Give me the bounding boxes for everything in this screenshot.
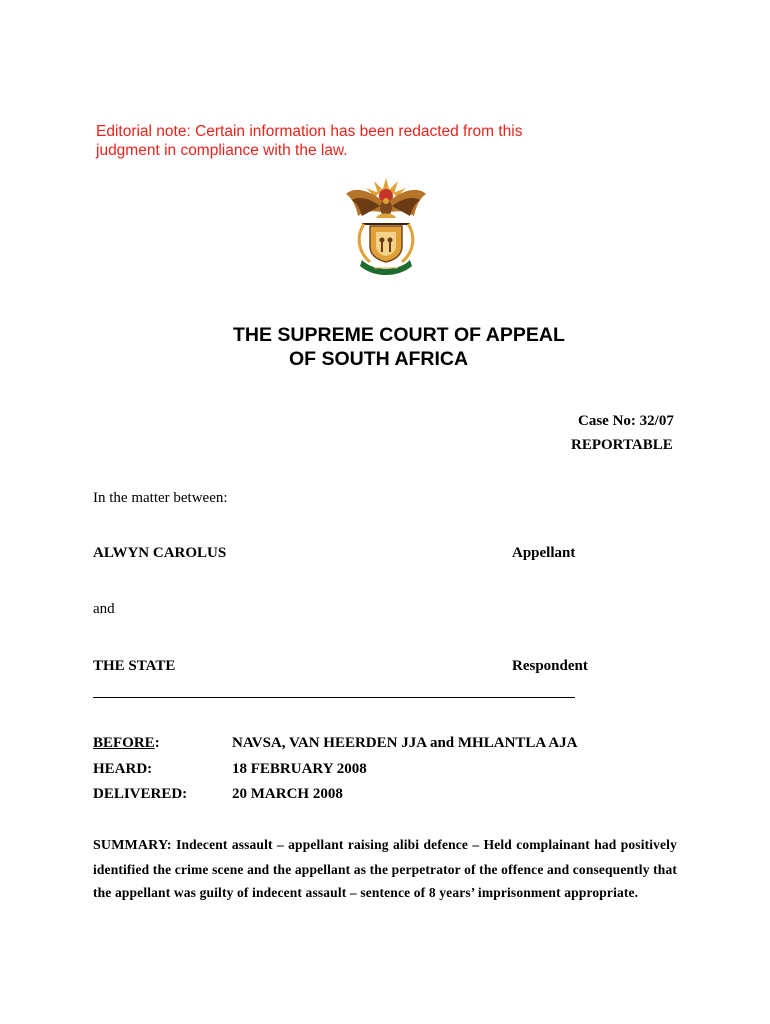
appellant-role: Appellant bbox=[512, 545, 576, 561]
summary-paragraph bbox=[93, 833, 677, 905]
respondent-role: Respondent bbox=[512, 658, 588, 674]
editorial-note bbox=[96, 122, 576, 160]
reportable-label: REPORTABLE bbox=[571, 437, 673, 453]
case-number: Case No: 32/07 bbox=[578, 413, 674, 429]
editorial-note-line-2: judgment in compliance with the law. bbox=[96, 142, 348, 159]
before-label bbox=[93, 735, 160, 752]
summary-label: SUMMARY: bbox=[93, 838, 172, 853]
before-label-text: BEFORE bbox=[93, 735, 155, 751]
heard-label: HEARD: bbox=[93, 761, 153, 777]
coat-of-arms-icon bbox=[340, 172, 432, 276]
delivered-value: 20 MARCH 2008 bbox=[232, 786, 343, 802]
editorial-note-line-1: Editorial note: Certain information has been redacted from this bbox=[96, 123, 523, 140]
divider-line bbox=[93, 697, 575, 698]
before-colon: : bbox=[154, 735, 160, 751]
summary-text: Indecent assault – appellant raising alibi defence – Held complainant had positively identified the crime scene and the appellant as the perpetrator of the offence and consequently that the appellant was guilty of indecent assault – sentence of 8 years’ imprisonment appropriate. bbox=[93, 837, 677, 900]
court-title-line-1: THE SUPREME COURT OF APPEAL bbox=[233, 324, 565, 346]
appellant-name: ALWYN CAROLUS bbox=[93, 545, 227, 561]
respondent-name: THE STATE bbox=[93, 658, 176, 674]
matter-intro: In the matter between: bbox=[93, 490, 228, 506]
court-title-line-2: OF SOUTH AFRICA bbox=[289, 348, 469, 370]
delivered-label: DELIVERED: bbox=[93, 786, 188, 802]
heard-value: 18 FEBRUARY 2008 bbox=[232, 761, 367, 777]
before-value: NAVSA, VAN HEERDEN JJA and MHLANTLA AJA bbox=[232, 735, 578, 751]
and-connector: and bbox=[93, 601, 115, 617]
